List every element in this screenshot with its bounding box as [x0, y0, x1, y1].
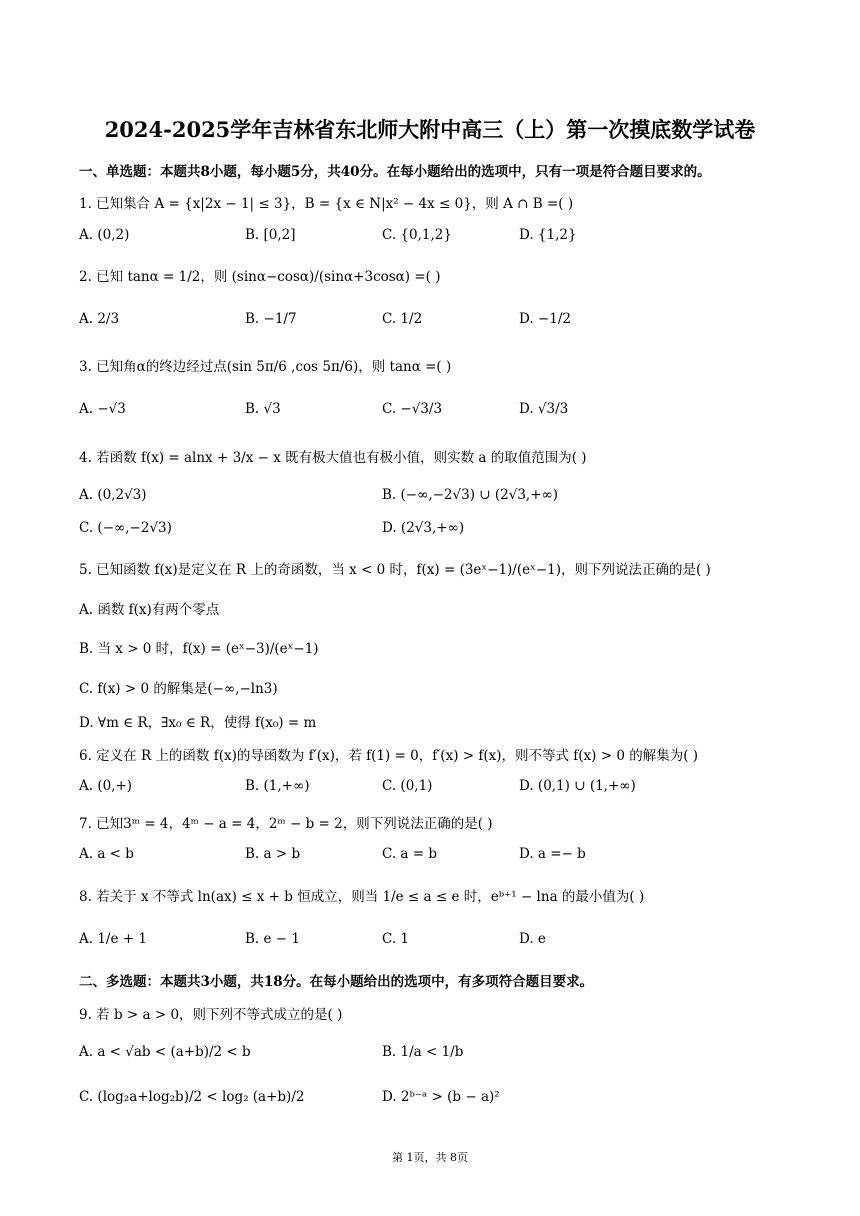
question-3-stem: 3. 已知角α的终边经过点(sin 5π/6 ,cos 5π/6)，则 tanα =( ) [79, 359, 452, 375]
question-6-option-a: A. (0,+) [79, 778, 133, 794]
question-8-option-c: C. 1 [382, 931, 410, 947]
question-5-option-c: C. f(x) > 0 的解集是(−∞,−ln3) [79, 681, 278, 697]
question-6-option-d: D. (0,1) ∪ (1,+∞) [519, 778, 636, 794]
question-6-option-b: B. (1,+∞) [245, 778, 310, 794]
question-8-option-d: D. e [519, 931, 546, 947]
question-2-option-a: A. 2/3 [79, 311, 120, 327]
question-1-stem: 1. 已知集合 A = {x|2x − 1| ≤ 3}，B = {x ∈ N|x² − 4x ≤ 0}，则 A ∩ B =( ) [79, 196, 574, 212]
page-footer: 第 1页，共 8页 [392, 1151, 468, 1164]
question-3-option-d: D. √3/3 [519, 401, 569, 417]
question-9-option-a: A. a < √ab < (a+b)/2 < b [79, 1044, 251, 1060]
section-heading-multi-choice: 二、多选题：本题共3小题，共18分。在每小题给出的选项中，有多项符合题目要求。 [79, 974, 594, 990]
section-heading-single-choice: 一、单选题：本题共8小题，每小题5分，共40分。在每小题给出的选项中，只有一项是符合题目要求的。 [79, 164, 711, 180]
question-8-stem: 8. 若关于 x 不等式 ln(ax) ≤ x + b 恒成立，则当 1/e ≤ a ≤ e 时，eᵇ⁺¹ − lna 的最小值为( ) [79, 889, 645, 905]
question-9-option-b: B. 1/a < 1/b [382, 1044, 464, 1060]
question-6-stem: 6. 定义在 R 上的函数 f(x)的导函数为 f′(x)，若 f(1) = 0，f′(x) > f(x)，则不等式 f(x) > 0 的解集为( ) [79, 748, 699, 764]
question-7-option-c: C. a = b [382, 846, 438, 862]
question-2-option-c: C. 1/2 [382, 311, 423, 327]
question-4-stem: 4. 若函数 f(x) = alnx + 3/x − x 既有极大值也有极小值，则实数 a 的取值范围为( ) [79, 450, 587, 466]
question-3-option-a: A. −√3 [79, 401, 126, 417]
question-4-option-b: B. (−∞,−2√3) ∪ (2√3,+∞) [382, 487, 559, 503]
question-7-stem: 7. 已知3ᵐ = 4，4ᵐ − a = 4，2ᵐ − b = 2，则下列说法正确的是( ) [79, 816, 493, 832]
question-6-option-c: C. (0,1) [382, 778, 433, 794]
question-4-option-c: C. (−∞,−2√3) [79, 520, 172, 536]
question-8-option-a: A. 1/e + 1 [79, 931, 147, 947]
question-7-option-a: A. a < b [79, 846, 134, 862]
question-5-option-d: D. ∀m ∈ R，∃x₀ ∈ R，使得 f(x₀) = m [79, 715, 317, 731]
question-3-option-b: B. √3 [245, 401, 281, 417]
question-1-option-c: C. {0,1,2} [382, 227, 452, 243]
question-9-option-c: C. (log₂a+log₂b)/2 < log₂ (a+b)/2 [79, 1089, 305, 1105]
question-2-option-b: B. −1/7 [245, 311, 297, 327]
question-7-option-d: D. a =− b [519, 846, 586, 862]
question-9-option-d: D. 2ᵇ⁻ᵃ > (b − a)² [382, 1089, 500, 1105]
page-title: 2024-2025学年吉林省东北师大附中高三（上）第一次摸底数学试卷 [104, 117, 756, 142]
question-5-option-a: A. 函数 f(x)有两个零点 [79, 602, 220, 618]
question-5-option-b: B. 当 x > 0 时，f(x) = (eˣ−3)/(eˣ−1) [79, 641, 319, 657]
question-7-option-b: B. a > b [245, 846, 301, 862]
question-1-option-a: A. (0,2) [79, 227, 130, 243]
question-1-option-b: B. [0,2] [245, 227, 296, 243]
question-2-stem: 2. 已知 tanα = 1/2，则 (sinα−cosα)/(sinα+3cosα) =( ) [79, 269, 441, 285]
question-8-option-b: B. e − 1 [245, 931, 300, 947]
question-4-option-d: D. (2√3,+∞) [382, 520, 465, 536]
question-2-option-d: D. −1/2 [519, 311, 571, 327]
question-3-option-c: C. −√3/3 [382, 401, 443, 417]
question-5-stem: 5. 已知函数 f(x)是定义在 R 上的奇函数，当 x < 0 时，f(x) = (3eˣ−1)/(eˣ−1)，则下列说法正确的是( ) [79, 562, 711, 578]
question-9-stem: 9. 若 b > a > 0，则下列不等式成立的是( ) [79, 1007, 343, 1023]
question-4-option-a: A. (0,2√3) [79, 487, 147, 503]
question-1-option-d: D. {1,2} [519, 227, 577, 243]
